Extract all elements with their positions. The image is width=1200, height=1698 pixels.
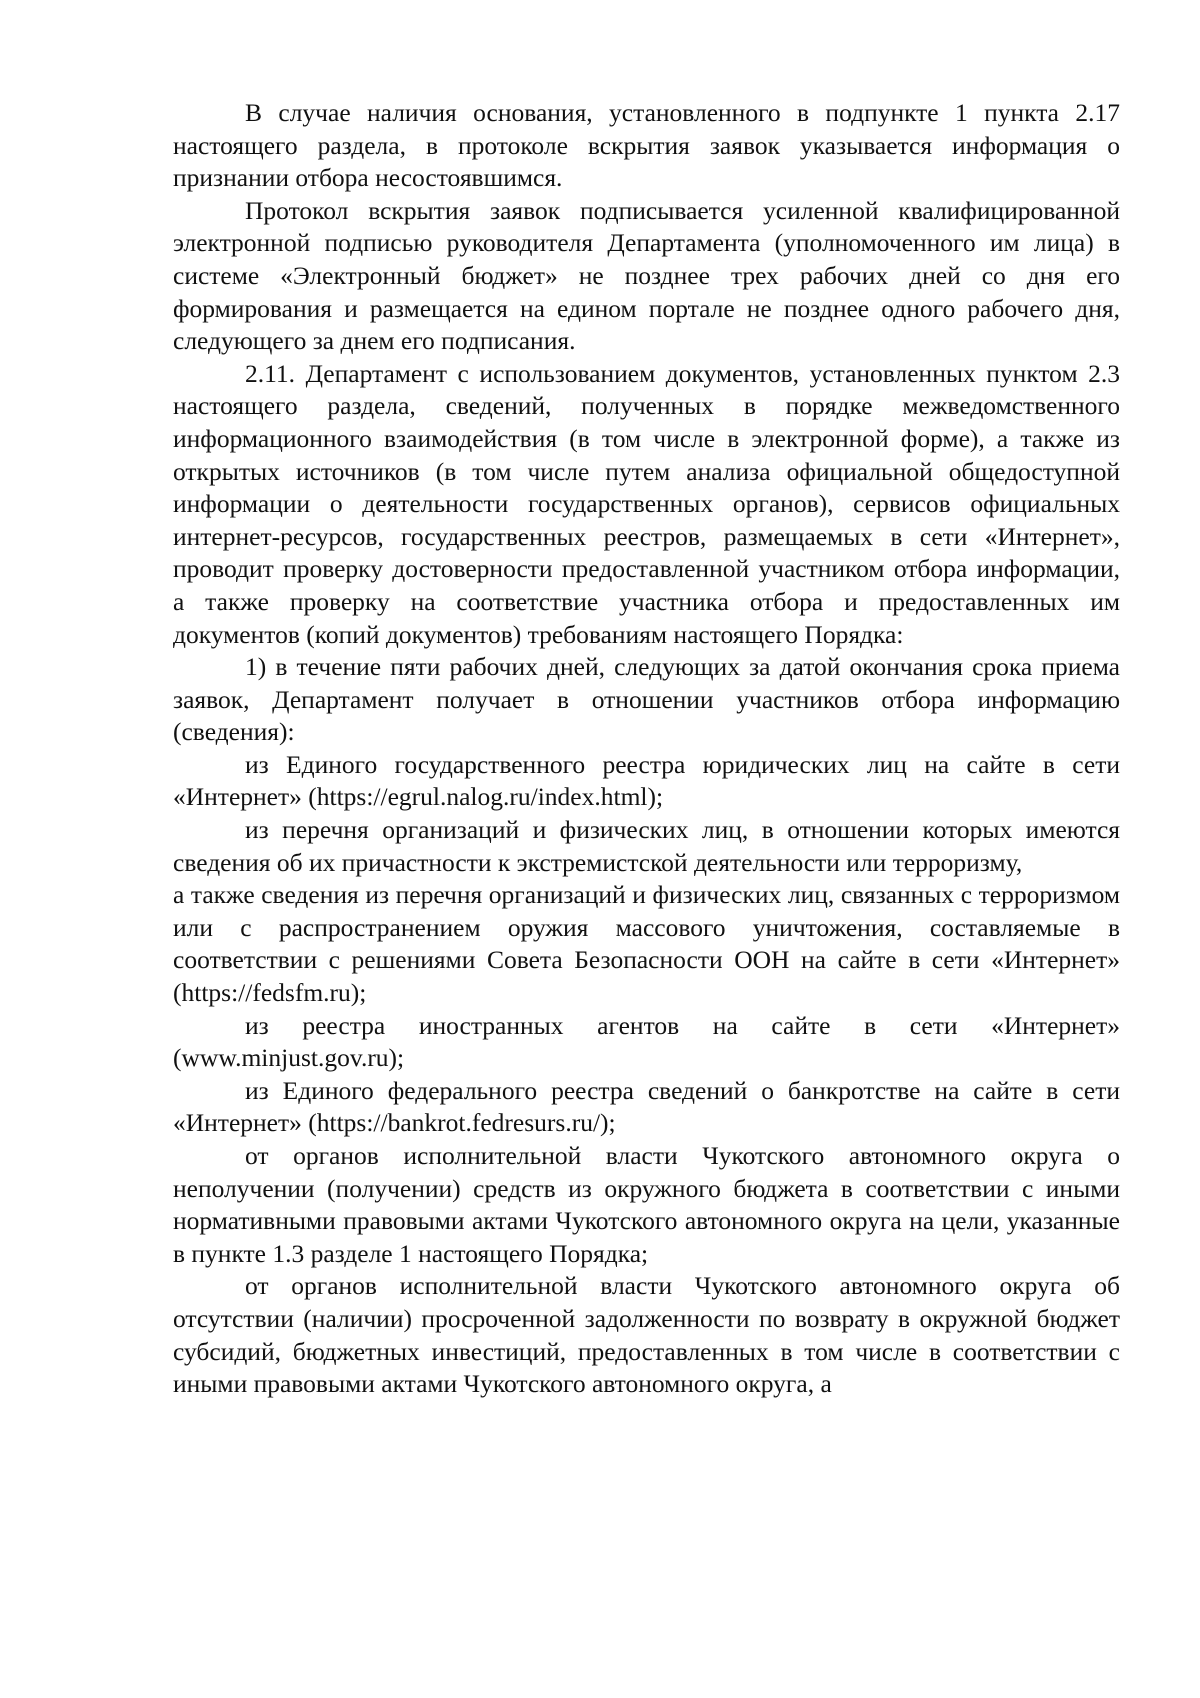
paragraph-regional-budget-funds: от органов исполнительной власти Чукотского автономного округа о неполучении (получении) средств из окружного бюджета в соответствии с иными нормативными правовыми актами Чукотского автономного округа на цели, указанные в пункте 1.3 разделе 1 настоящего Порядка; xyxy=(173,1141,1120,1268)
paragraph-failed-selection-info: В случае наличия основания, установленного в подпункте 1 пункта 2.17 настоящего раздела, в протоколе вскрытия заявок указывается информация о признании отбора несостоявшимся. xyxy=(173,98,1120,193)
paragraph-extremism-list: из перечня организаций и физических лиц, в отношении которых имеются сведения об их причастности к экстремистской деятельности или терроризму, xyxy=(173,815,1120,877)
paragraph-protocol-signing: Протокол вскрытия заявок подписывается усиленной квалифицированной электронной подписью руководителя Департамента (уполномоченного им лица) в системе «Электронный бюджет» не позднее трех рабочих дней со дня его формирования и размещается на едином портале не позднее одного рабочего дня, следующего за днем его подписания. xyxy=(173,195,1120,356)
paragraph-subitem-1-information-request: 1) в течение пяти рабочих дней, следующих за датой окончания срока приема заявок, Департамент получает в отношении участников отбора информацию (сведения): xyxy=(173,652,1120,747)
paragraph-foreign-agents-registry: из реестра иностранных агентов на сайте в сети «Интернет» (www.minjust.gov.ru); xyxy=(173,1010,1120,1073)
paragraph-overdue-debt: от органов исполнительной власти Чукотского автономного округа об отсутствии (наличии) просроченной задолженности по возврату в окружной бюджет субсидий, бюджетных инвестиций, предоставленных в том числе в соответствии с иными правовыми актами Чукотского автономного округа, а xyxy=(173,1271,1120,1399)
document-page xyxy=(173,97,1120,1401)
paragraph-bankruptcy-registry: из Единого федерального реестра сведений о банкротстве на сайте в сети «Интернет» (https://bankrot.fedresurs.ru/); xyxy=(173,1075,1120,1138)
paragraph-terrorism-un-list: а также сведения из перечня организаций и физических лиц, связанных с терроризмом или с распространением оружия массового уничтожения, составляемые в соответствии с решениями Совета Безопасности ООН на сайте в сети «Интернет» (https://fedsfm.ru); xyxy=(173,880,1120,1008)
paragraph-2-11-verification: 2.11. Департамент с использованием документов, установленных пунктом 2.3 настоящего раздела, сведений, полученных в порядке межведомственного информационного взаимодействия (в том числе в электронной форме), а также из открытых источников (в том числе путем анализа официальной общедоступной информации о деятельности государственных органов), сервисов официальных интернет-ресурсов, государственных реестров, размещаемых в сети «Интернет», проводит проверку достоверности предоставленной участником отбора информации, а также проверку на соответствие участника отбора и предоставленных им документов (копий документов) требованиям настоящего Порядка: xyxy=(173,358,1120,649)
paragraph-egrul-source: из Единого государственного реестра юридических лиц на сайте в сети «Интернет» (https://egrul.nalog.ru/index.html); xyxy=(173,749,1120,812)
